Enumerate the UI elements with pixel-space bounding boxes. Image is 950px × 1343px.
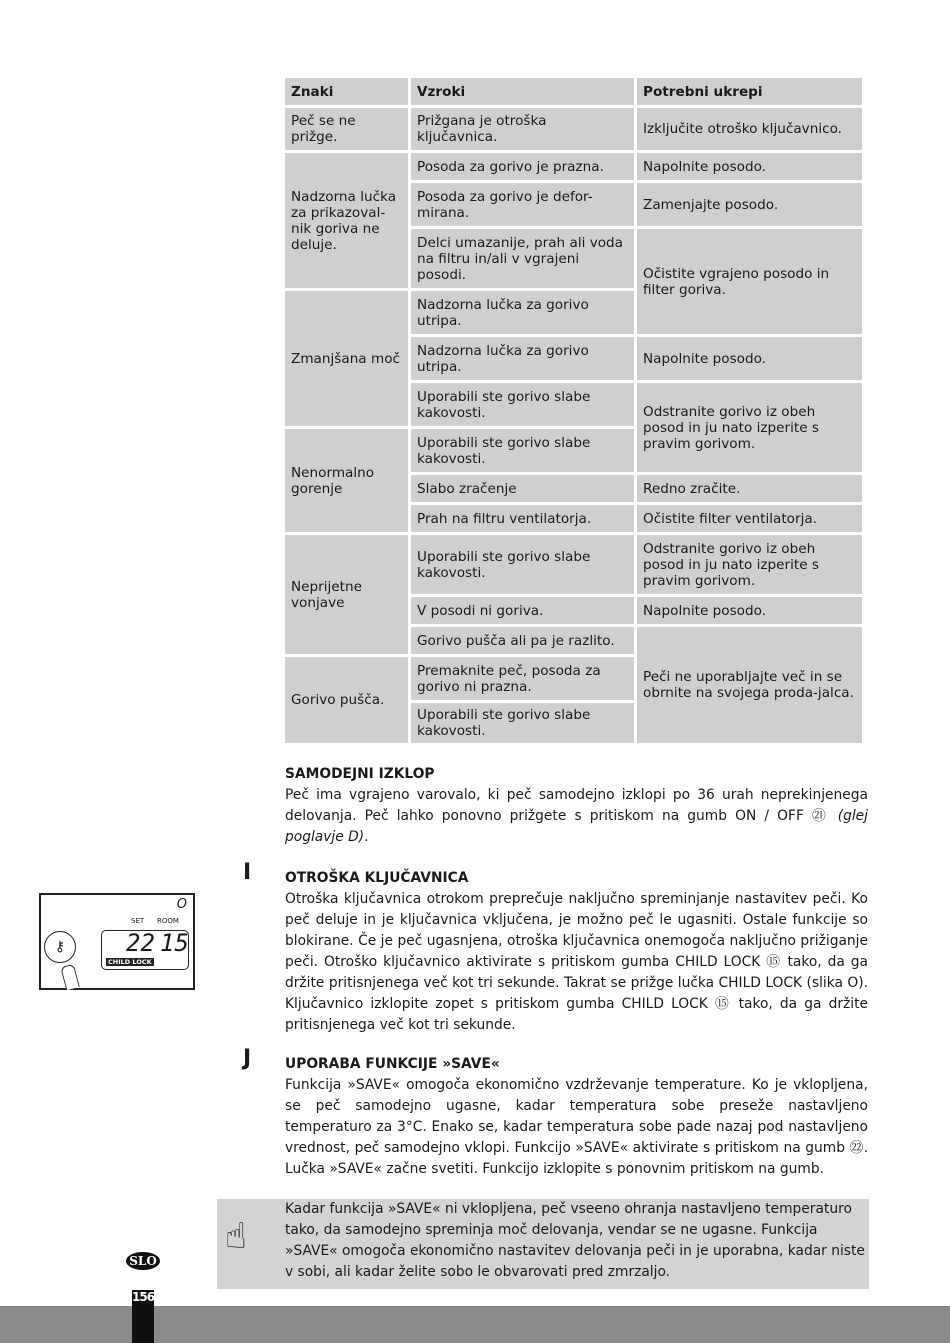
- symptom-cell: Peč se ne prižge.: [285, 108, 408, 150]
- symptom-cell: Neprijetne vonjave: [285, 535, 408, 654]
- cause-cell: Delci umazanije, prah ali voda na filtru in/ali v vgrajeni posodi.: [411, 229, 634, 288]
- room-value: 15: [160, 929, 189, 957]
- page-number: 156: [132, 1290, 154, 1343]
- cause-cell: Uporabili ste gorivo slabe kakovosti.: [411, 535, 634, 594]
- section-letter: I: [243, 860, 252, 885]
- remedy-cell: Izključite otroško ključavnico.: [637, 108, 862, 150]
- section-text: Otroška ključavnica otrokom preprečuje naključno spreminjanje nastavitev peči. Ko peč deluje in je ključavnica vključena, je možno peč le ugasniti. Ostale funkcije so blokirane. Če je peč ugasnjena, otroška ključavnica onemogoča naključno prižiganje peči. Otroško ključavnico aktivirate s pritiskom gumba CHILD LOCK ⑮ tako, da ga držite pritisnjenega več kot tri sekunde. Takrat se prižge lučka CHILD LOCK (slika O). Ključavnico izklopite zopet s pritiskom gumba CHILD LOCK ⑮ tako, da ga držite pritisnjenega več kot tri sekunde.: [285, 891, 868, 1033]
- remedy-cell: Napolnite posodo.: [637, 597, 862, 624]
- set-label: SET: [131, 917, 145, 925]
- remedy-cell: Odstranite gorivo iz obeh posod in ju nato izperite s pravim gorivom.: [637, 383, 862, 472]
- remedy-cell: Napolnite posodo.: [637, 337, 862, 380]
- room-label: ROOM: [157, 917, 179, 925]
- finger-icon: [60, 964, 80, 991]
- figure-label: O: [176, 897, 187, 912]
- cause-cell: Nadzorna lučka za gorivo utripa.: [411, 337, 634, 380]
- auto-off-section: [285, 764, 868, 848]
- remedy-cell: Zamenjajte posodo.: [637, 183, 862, 226]
- child-lock-badge: CHILD LOCK: [108, 958, 152, 966]
- cause-cell: Prižgana je otroška ključavnica.: [411, 108, 634, 150]
- cause-cell: Posoda za gorivo je defor-mirana.: [411, 183, 634, 226]
- remedy-cell: Peči ne uporabljajte več in se obrnite na svojega proda-jalca.: [637, 627, 862, 743]
- section-title: OTROŠKA KLJUČAVNICA: [285, 870, 469, 886]
- pointing-hand-icon: ☝: [225, 1216, 247, 1257]
- cause-cell: Uporabili ste gorivo slabe kakovosti.: [411, 429, 634, 472]
- cause-cell: Slabo zračenje: [411, 475, 634, 502]
- header-cell: Potrebni ukrepi: [637, 78, 862, 105]
- section-title: SAMODEJNI IZKLOP: [285, 766, 435, 782]
- cause-cell: Gorivo pušča ali pa je razlito.: [411, 627, 634, 654]
- key-icon: ⚷: [44, 931, 76, 963]
- note-box: [217, 1199, 869, 1289]
- remedy-cell: Očistite vgrajeno posodo in filter goriva.: [637, 229, 862, 334]
- symptom-cell: Nadzorna lučka za prikazoval-nik goriva ne deluje.: [285, 153, 408, 288]
- set-value: 22: [126, 929, 155, 957]
- section-title: UPORABA FUNKCIJE »SAVE«: [285, 1056, 500, 1072]
- cause-cell: V posodi ni goriva.: [411, 597, 634, 624]
- remedy-cell: Očistite filter ventilatorja.: [637, 505, 862, 532]
- cause-cell: Premaknite peč, posoda za gorivo ni prazna.: [411, 657, 634, 700]
- note-text: Kadar funkcija »SAVE« ni vklopljena, peč vseeno ohranja nastavljeno temperaturo tako, da samodejno spreminja moč delovanja, vendar se ne ugasne. Funkcija »SAVE« omogoča ekonomično nastavitev delovanja peči in je uporabna, kadar niste v sobi, ali kadar želite sobo le obvarovati pred zmrzaljo.: [285, 1201, 865, 1280]
- child-lock-section: [285, 868, 868, 1036]
- symptom-cell: Gorivo pušča.: [285, 657, 408, 743]
- save-section: [285, 1054, 868, 1180]
- cause-cell: Uporabili ste gorivo slabe kakovosti.: [411, 703, 634, 743]
- section-letter: J: [243, 1046, 252, 1071]
- cause-cell: Nadzorna lučka za gorivo utripa.: [411, 291, 634, 334]
- remedy-cell: Redno zračite.: [637, 475, 862, 502]
- cause-cell: Uporabili ste gorivo slabe kakovosti.: [411, 383, 634, 426]
- cause-cell: Prah na filtru ventilatorja.: [411, 505, 634, 532]
- troubleshooting-table: [282, 75, 865, 746]
- header-cell: Znaki: [285, 78, 408, 105]
- section-text: Funkcija »SAVE« omogoča ekonomično vzdrževanje temperature. Ko je vklopljena, se peč samodejno ugasne, kadar temperatura sobe preseže nastavljeno temperaturo za 3°C. Enako se, kadar temperatura sobe pade nazaj pod nastavljeno vrednost, peč samodejno vklopi. Funkcijo »SAVE« aktivirate s pritiskom na gumb ㉒. Lučka »SAVE« začne svetiti. Funkcijo izklopite s ponovnim pritiskom na gumb.: [285, 1077, 868, 1177]
- remedy-cell: Napolnite posodo.: [637, 153, 862, 180]
- symptom-cell: Zmanjšana moč: [285, 291, 408, 426]
- lcd-display: [101, 930, 189, 970]
- child-lock-figure: [39, 893, 195, 990]
- cause-cell: Posoda za gorivo je prazna.: [411, 153, 634, 180]
- symptom-cell: Nenormalno gorenje: [285, 429, 408, 532]
- remedy-cell: Odstranite gorivo iz obeh posod in ju nato izperite s pravim gorivom.: [637, 535, 862, 594]
- header-cell: Vzroki: [411, 78, 634, 105]
- section-text: Peč ima vgrajeno varovalo, ki peč samodejno izklopi po 36 urah neprekinjenega delovanja. Peč lahko ponovno prižgete s pritiskom na gumb ON / OFF ㉑ (glej poglavje D).: [285, 787, 868, 845]
- language-badge: SLO: [126, 1252, 160, 1270]
